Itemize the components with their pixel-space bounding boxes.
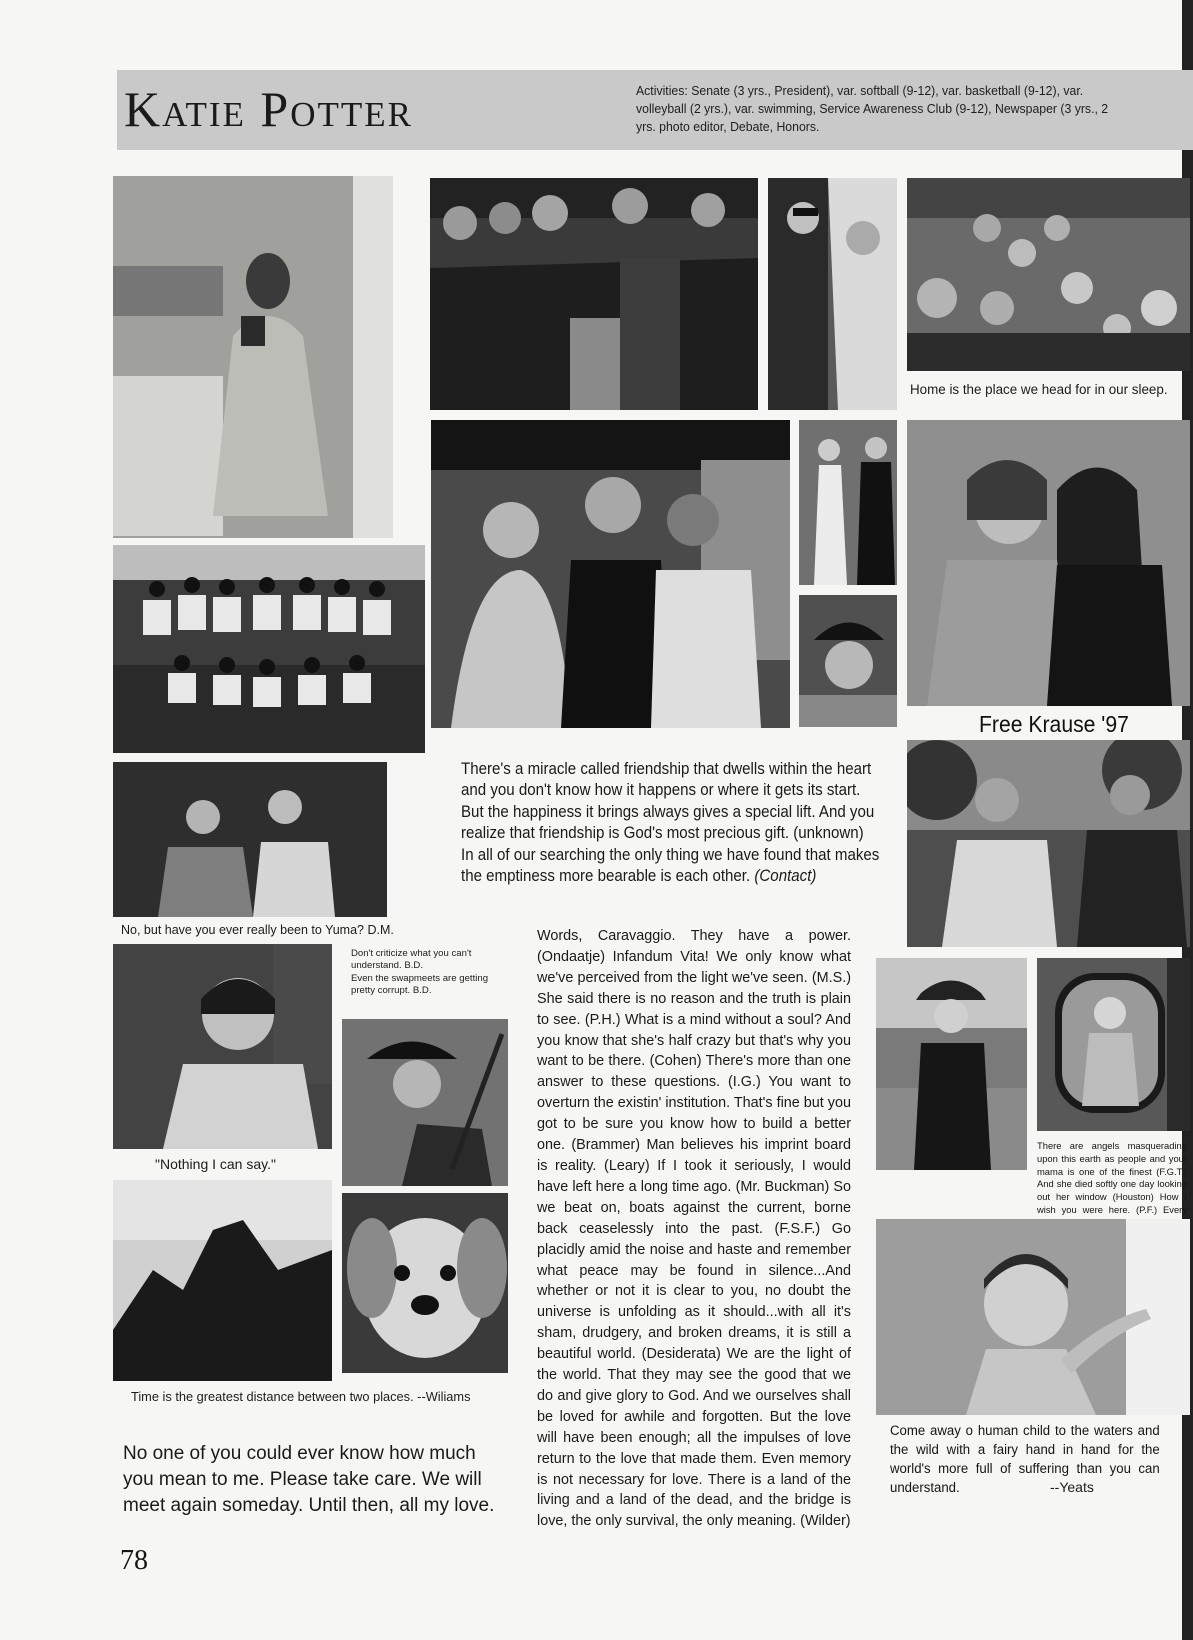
photo-softball-team [113, 545, 425, 753]
photo-family-group [430, 178, 758, 410]
photo-boy-portrait [113, 944, 332, 1149]
photo-dog [342, 1193, 508, 1373]
caption-swapmeets: Even the swapmeets are getting pretty corrupt. B.D. [351, 973, 489, 996]
friendship-poem-text: There's a miracle called friendship that dwells within the heart and you don't know how it happens or where it gets its start. But the happiness it brings always gives a special lift. And you realize that friendship is God's most precious gift. (unknown) In all of our searching the only thing we have found that makes the emptiness more bearable is each other. [461, 760, 880, 886]
photo-couple [768, 178, 897, 410]
caption-nothing: "Nothing I can say." [155, 1156, 276, 1172]
caption-dont-criticize: Don't criticize what you can't understand. B.D. [351, 948, 472, 971]
photo-sunset [113, 1180, 332, 1381]
photo-mirror-portrait [113, 176, 393, 538]
photo-mary-painting [1037, 958, 1190, 1131]
caption-yuma: No, but have you ever really been to Yuma? D.M. [121, 923, 394, 937]
page-number: 78 [120, 1545, 148, 1576]
caption-time: Time is the greatest distance between two places. --Wiliams [131, 1389, 471, 1404]
student-name: Katie Potter [124, 81, 413, 137]
photo-cap-boy [799, 595, 897, 727]
photo-crowd [907, 178, 1190, 371]
photo-baby [876, 1219, 1190, 1415]
photo-yuma-girls [113, 762, 387, 917]
caption-free-krause: Free Krause '97 [979, 711, 1129, 737]
caption-come-away: Come away o human child to the waters and the wild with a fairy hand in hand for the world's more full of suffering than you can understand. [890, 1423, 1160, 1496]
photo-three-friends [431, 420, 790, 728]
caption-angels: There are angels masquerading upon this earth as people and your mama is one of the finest (F.G.T.) And she died softly one day looking out her window (Houston) How I wish you were here. (P.F.) Every [1037, 1140, 1187, 1215]
photo-two-boys [907, 740, 1190, 947]
photo-two-girls [907, 420, 1190, 706]
photo-guitarist [342, 1019, 508, 1186]
friendship-poem-source: (Contact) [754, 867, 817, 886]
quotes-column: Words, Caravaggio. They have a power. (Ondaatje) Infandum Vita! We only know what we've perceived from the light we've seen. (M.S.) She said there is no reason and the truth is plain to see. (P.H.) What is a mind without a soul? And you know that she's half crazy but that's why you want to be there. (Cohen) There's more than one answer to these questions. (I.G.) You want to overturn the existin' institution. That's fine but you got to be sure you know how to build a better one. (Brammer) Man believes his imprint board is reality. (Leary) If I took it seriously, I would have left here a long time ago. (Mr. Buckman) So we beat on, boats against the current, borne back ceaselessly into the past. (F.S.F.) Go placidly amid the noise and haste and remember what peace may be found in silence...And whether or not it is clear to you, no doubt the universe is unfolding as it should...with all it's sham, drudgery, and broken dreams, it is still a beautiful world. (Desiderata) We are the light of the world. That they may see the good that we do and give glory to God. And we ourselves shall be loved for awhile and forgotten. But the love will have been enough; all the impulses of love return to the love that made them. Even memory is not necessary for love. There is a land of the living and a land of the dead, and the bridge is love, the only survival, the only meaning. (Wilder) [537, 928, 852, 1530]
caption-home: Home is the place we head for in our sleep. [910, 382, 1168, 397]
goodbye-message: No one of you could ever know how much you mean to me. Please take care. We will meet again someday. Until then, all my love. [123, 1443, 495, 1516]
caption-yeats: --Yeats [1050, 1479, 1094, 1495]
photo-hat-portrait [876, 958, 1027, 1170]
friendship-poem [461, 759, 880, 887]
photo-formal [799, 420, 897, 585]
activities-list: Activities: Senate (3 yrs., President), var. softball (9-12), var. basketball (9-12), var. volleyball (2 yrs.), var. swimming, Service Awareness Club (9-12), Newspaper (3 yrs., 2 yrs. photo editor, Debate, Honors. [636, 83, 1109, 134]
